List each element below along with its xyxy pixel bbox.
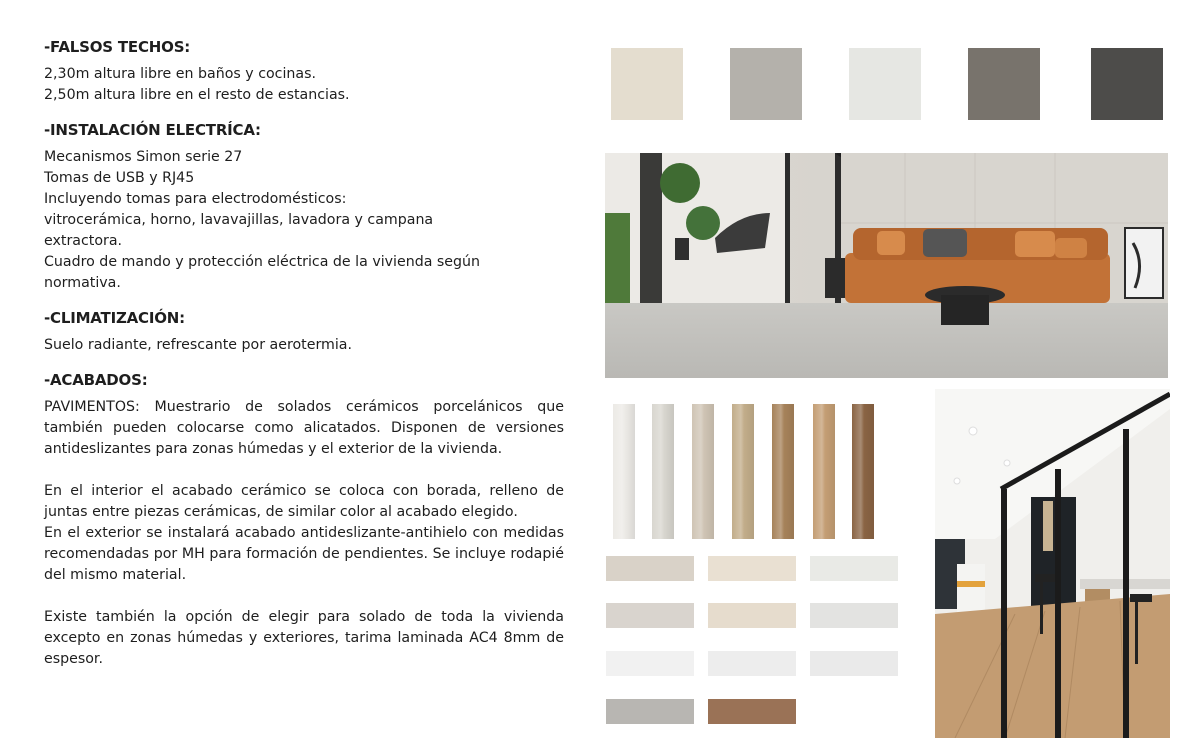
wall-tile-sample [708,651,796,676]
paragraph-interior: En el interior el acabado cerámico se coloca con borada, relleno de juntas entre piezas cerámicas, de similar color al acabado elegido. [44,483,564,520]
wood-plank-sample [852,404,874,539]
section-title-instalacion-electrica: -INSTALACIÓN ELECTRÍCA: [44,121,261,139]
section-falsos-techos [44,38,564,106]
text-line: 2,50m altura libre en el resto de estancias. [44,87,350,103]
section-climatizacion [44,309,564,356]
wall-tile-sample [810,603,898,628]
text-line: normativa. [44,275,121,291]
section-instalacion-electrica [44,121,564,294]
tile-swatch [968,48,1040,120]
tile-swatch [1091,48,1163,120]
text-line: 2,30m altura libre en baños y cocinas. [44,66,317,82]
wood-plank-sample [652,404,674,539]
wood-plank-sample [772,404,794,539]
section-title-falsos-techos: -FALSOS TECHOS: [44,38,191,56]
paragraph-tarima: Existe también la opción de elegir para solado de toda la vivienda excepto en zonas húmedas y exteriores, tarima laminada AC4 8mm de espesor. [44,609,564,667]
interior-photo [935,389,1170,738]
tile-swatch [849,48,921,120]
text-line: extractora. [44,233,123,249]
wall-tile-sample [708,603,796,628]
wall-tile-sample [810,651,898,676]
wall-tile-sample [606,651,694,676]
living-room-photo [605,153,1168,378]
interior-illustration [935,389,1170,738]
wall-tile-sample [606,603,694,628]
text-line: Incluyendo tomas para electrodomésticos: [44,191,347,207]
wood-plank-sample [813,404,835,539]
text-line: Suelo radiante, refrescante por aerotermia. [44,337,352,353]
text-column [44,38,564,685]
section-title-acabados: -ACABADOS: [44,371,148,389]
wall-tile-sample [606,699,694,724]
wood-plank-sample [613,404,635,539]
living-room-illustration [605,153,1168,378]
wood-plank-sample [692,404,714,539]
tile-swatch [611,48,683,120]
text-line: Cuadro de mando y protección eléctrica de la vivienda según [44,254,481,270]
text-line: Mecanismos Simon serie 27 [44,149,243,165]
paragraph-pavimentos: PAVIMENTOS: Muestrario de solados cerámicos porcelánicos que también pueden colocarse como alicatados. Disponen de versiones antideslizantes para zonas húmedas y el exterior de la vivienda. [44,399,564,457]
text-line: vitrocerámica, horno, lavavajillas, lavadora y campana [44,212,434,228]
text-line: Tomas de USB y RJ45 [44,170,195,186]
wall-tile-sample [708,699,796,724]
section-title-climatizacion: -CLIMATIZACIÓN: [44,309,185,327]
wall-tile-sample [708,556,796,581]
paragraph-exterior: En el exterior se instalará acabado antideslizante-antihielo con medidas recomendadas por MH para formación de pendientes. Se incluye rodapié del mismo material. [44,525,564,583]
tile-swatch [730,48,802,120]
wall-tile-sample [810,556,898,581]
wall-tile-sample [606,556,694,581]
section-acabados [44,371,564,670]
wood-plank-sample [732,404,754,539]
